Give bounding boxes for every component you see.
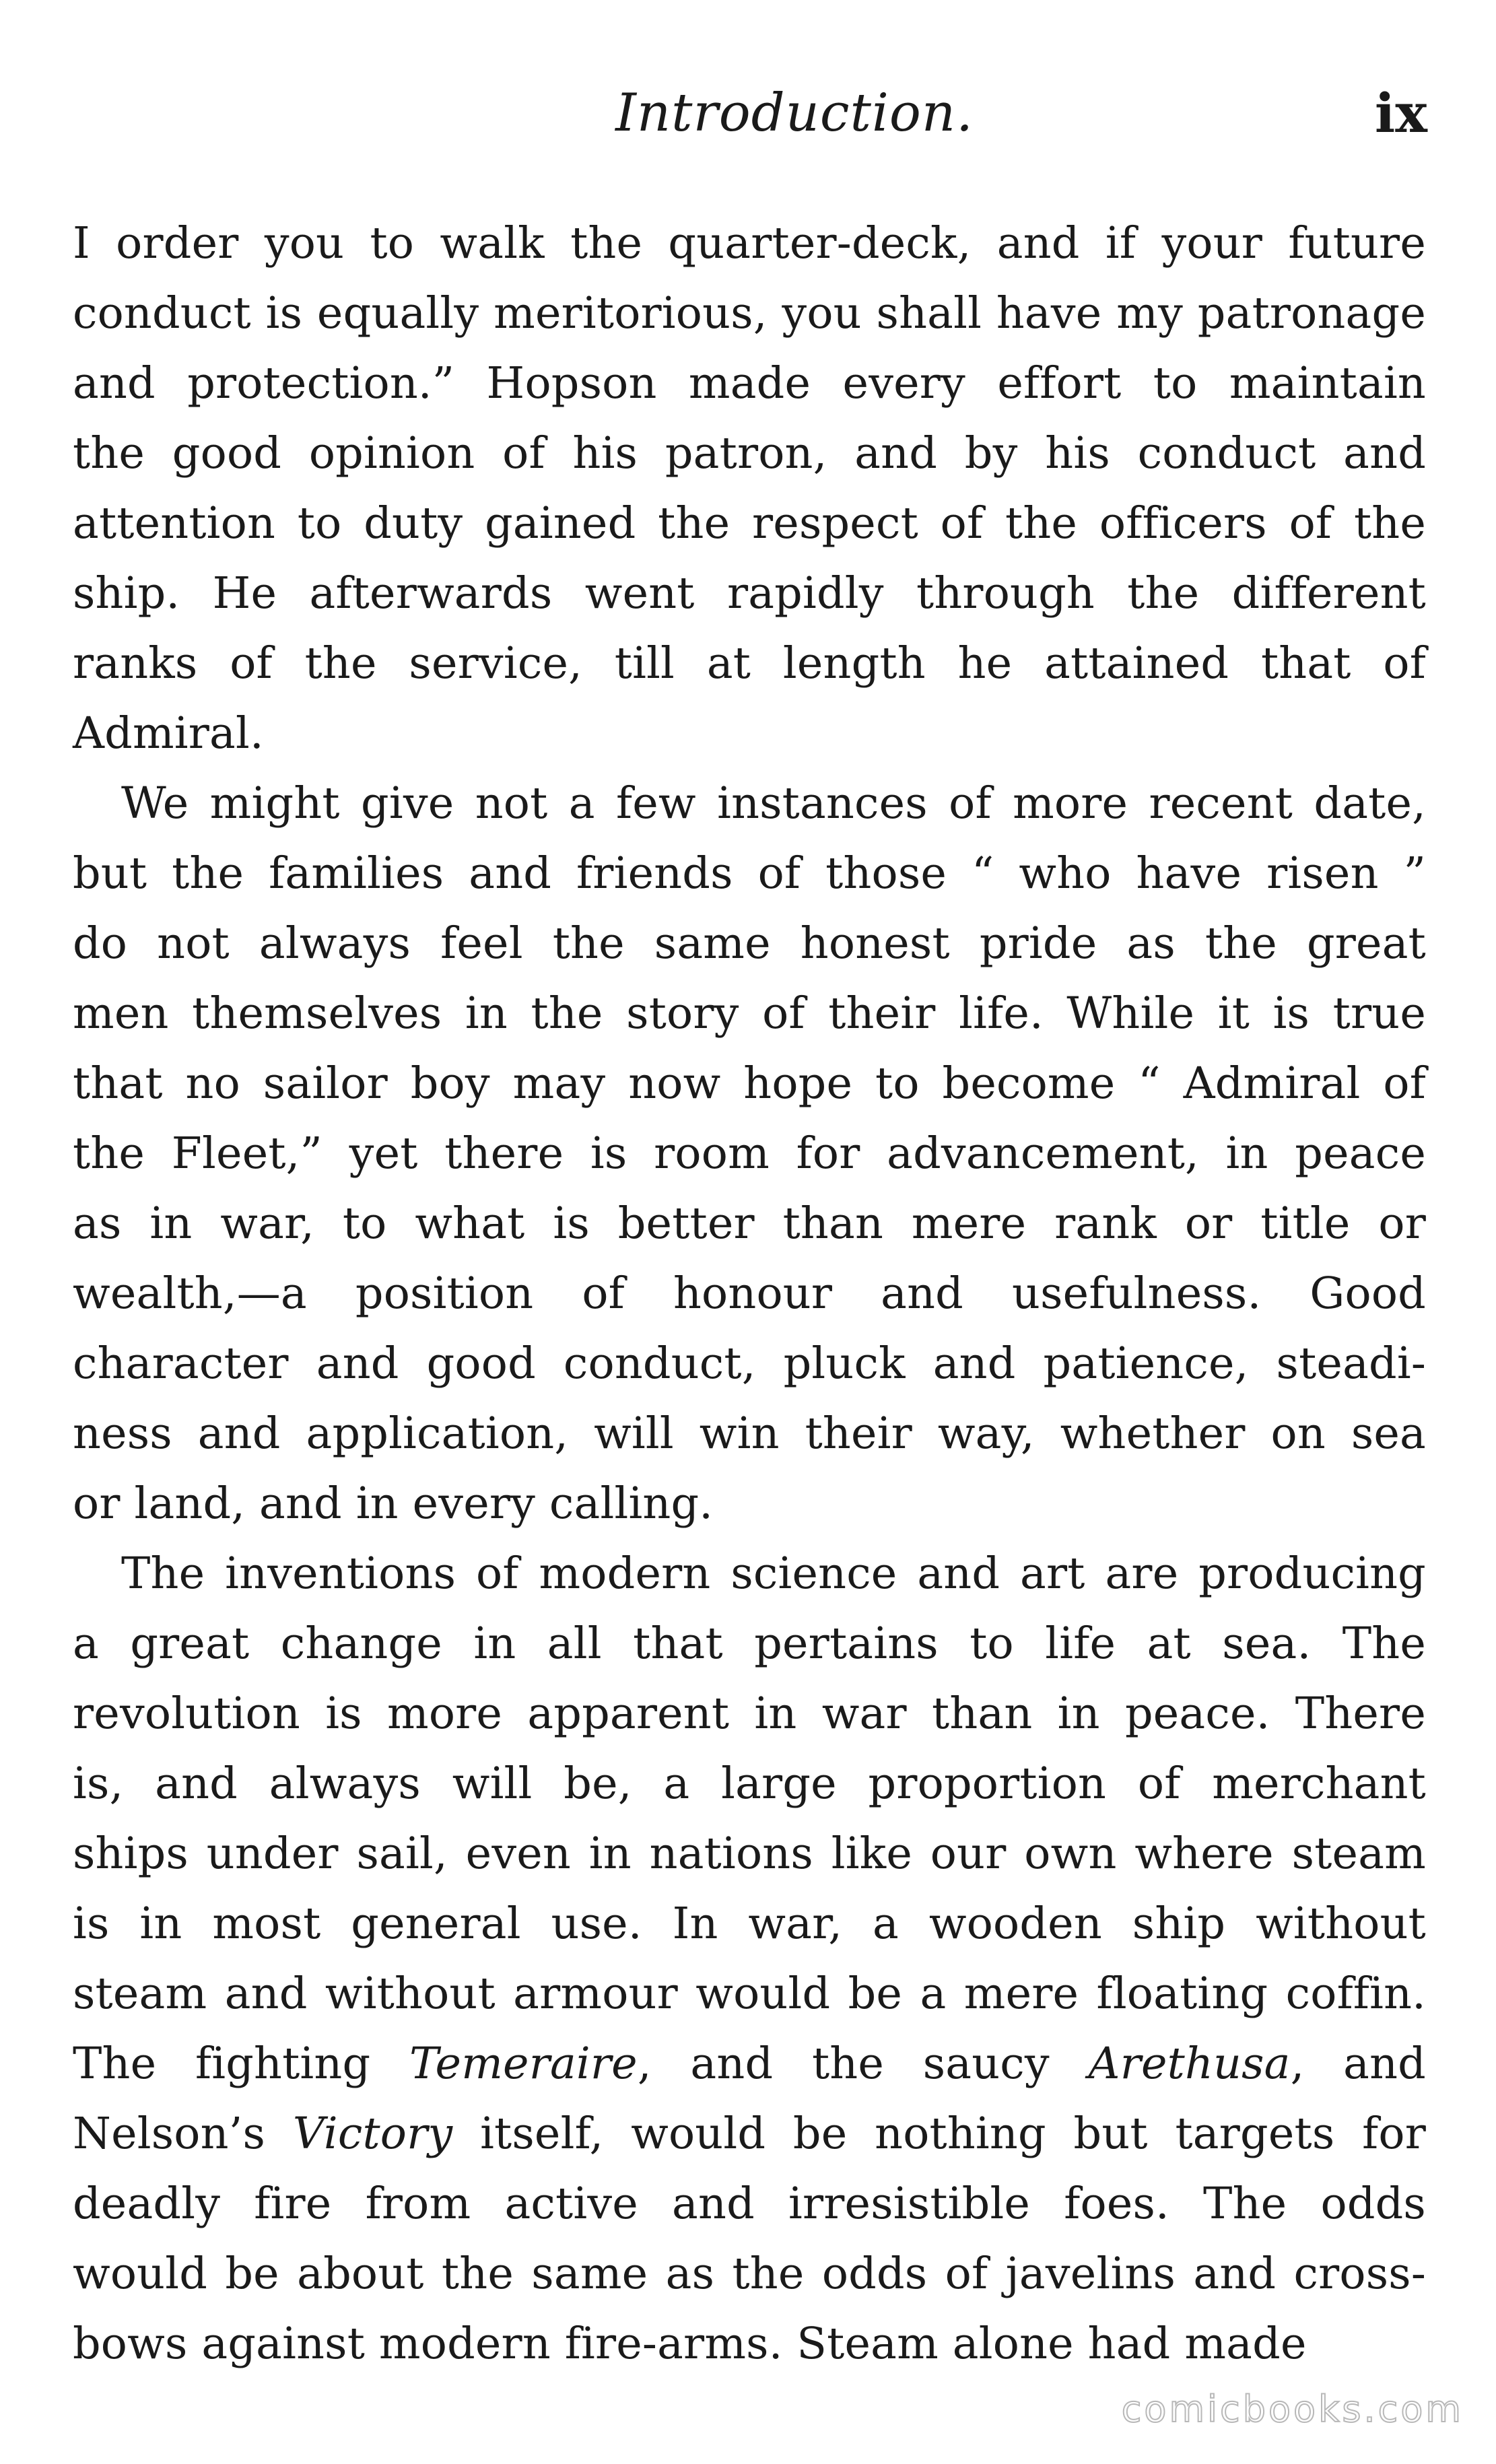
text-segment: , and <box>1290 2039 1426 2089</box>
watermark: comicbooks.com <box>1121 2388 1464 2430</box>
italic-segment: Victory <box>292 2109 453 2159</box>
text-line <box>73 1539 1426 1609</box>
text-segment: and protection.” Hopson made every effort to maintain <box>73 358 1426 409</box>
text-line <box>73 1329 1426 1399</box>
text-line <box>73 489 1426 559</box>
text-segment: is, and always will be, a large proportion of merchant <box>73 1758 1426 1809</box>
running-head <box>74 79 1427 153</box>
text-line <box>73 2169 1426 2239</box>
text-line <box>73 1189 1426 1259</box>
text-line <box>73 1749 1426 1819</box>
text-line <box>73 769 1426 839</box>
text-segment: would be about the same as the odds of javelins and cross- <box>73 2249 1426 2299</box>
text-segment: that no sailor boy may now hope to become “ Admiral of <box>73 1058 1426 1109</box>
text-segment: conduct is equally meritorious, you shall have my patronage <box>73 288 1426 339</box>
text-segment: itself, would be nothing but targets for <box>452 2109 1426 2159</box>
text-line <box>73 839 1426 909</box>
text-segment: is in most general use. In war, a wooden ship without <box>73 1898 1426 1949</box>
page-number: ix <box>1374 81 1427 145</box>
text-line <box>73 699 1426 769</box>
text-segment: deadly fire from active and irresistible foes. The odds <box>73 2179 1426 2229</box>
italic-segment: Arethusa <box>1088 2039 1291 2089</box>
text-line <box>73 1959 1426 2029</box>
text-line <box>73 979 1426 1049</box>
text-segment: a great change in all that pertains to life at sea. The <box>73 1618 1426 1669</box>
text-segment: as in war, to what is better than mere rank or title or <box>73 1198 1426 1249</box>
text-line <box>73 1609 1426 1679</box>
text-segment: men themselves in the story of their life. While it is true <box>73 988 1426 1039</box>
text-segment: ranks of the service, till at length he attained that of <box>73 638 1426 689</box>
running-title: Introduction. <box>615 83 974 143</box>
text-line <box>73 1119 1426 1189</box>
text-segment: The fighting <box>73 2039 410 2089</box>
text-segment: bows against modern fire-arms. Steam alone had made <box>73 2319 1307 2369</box>
text-segment: the good opinion of his patron, and by his conduct and <box>73 428 1426 479</box>
text-segment: We might give not a few instances of more recent date, <box>121 778 1426 829</box>
text-segment: , and the saucy <box>637 2039 1089 2089</box>
text-line <box>73 1679 1426 1749</box>
text-segment: do not always feel the same honest pride as the great <box>73 918 1426 969</box>
text-segment: ship. He afterwards went rapidly through the different <box>73 568 1426 619</box>
text-line <box>73 909 1426 979</box>
text-segment: attention to duty gained the respect of the officers of the <box>73 498 1426 549</box>
text-line <box>73 349 1426 419</box>
text-line <box>73 2099 1426 2169</box>
text-line <box>73 2029 1426 2099</box>
text-segment: but the families and friends of those “ who have risen ” <box>73 848 1426 899</box>
text-segment: character and good conduct, pluck and patience, steadi- <box>73 1338 1426 1389</box>
text-segment: wealth,—a position of honour and usefulness. Good <box>73 1268 1426 1319</box>
paragraph <box>73 769 1426 1539</box>
text-segment: or land, and in every calling. <box>73 1478 714 1529</box>
text-line <box>73 629 1426 699</box>
text-line <box>73 1259 1426 1329</box>
text-segment: I order you to walk the quarter-deck, and if your future <box>73 218 1426 269</box>
text-segment: ness and application, will win their way, whether on sea <box>73 1408 1426 1459</box>
text-line <box>73 1399 1426 1469</box>
text-segment: Nelson’s <box>73 2109 293 2159</box>
text-segment: ships under sail, even in nations like our own where steam <box>73 1828 1426 1879</box>
text-segment: Admiral. <box>73 708 264 759</box>
text-segment: steam and without armour would be a mere floating coffin. <box>73 1969 1426 2019</box>
body-text <box>73 209 1426 2379</box>
italic-segment: Temeraire <box>409 2039 638 2089</box>
text-line <box>73 209 1426 279</box>
text-segment: The inventions of modern science and art are producing <box>121 1548 1426 1599</box>
text-line <box>73 559 1426 629</box>
text-line <box>73 1049 1426 1119</box>
text-line <box>73 1819 1426 1889</box>
text-line <box>73 1469 1426 1539</box>
paragraph <box>73 209 1426 769</box>
text-line <box>73 419 1426 489</box>
text-line <box>73 279 1426 349</box>
text-segment: the Fleet,” yet there is room for advancement, in peace <box>73 1128 1426 1179</box>
text-segment: revolution is more apparent in war than in peace. There <box>73 1688 1426 1739</box>
text-line <box>73 1889 1426 1959</box>
text-line <box>73 2309 1426 2379</box>
paragraph <box>73 1539 1426 2379</box>
text-line <box>73 2239 1426 2309</box>
